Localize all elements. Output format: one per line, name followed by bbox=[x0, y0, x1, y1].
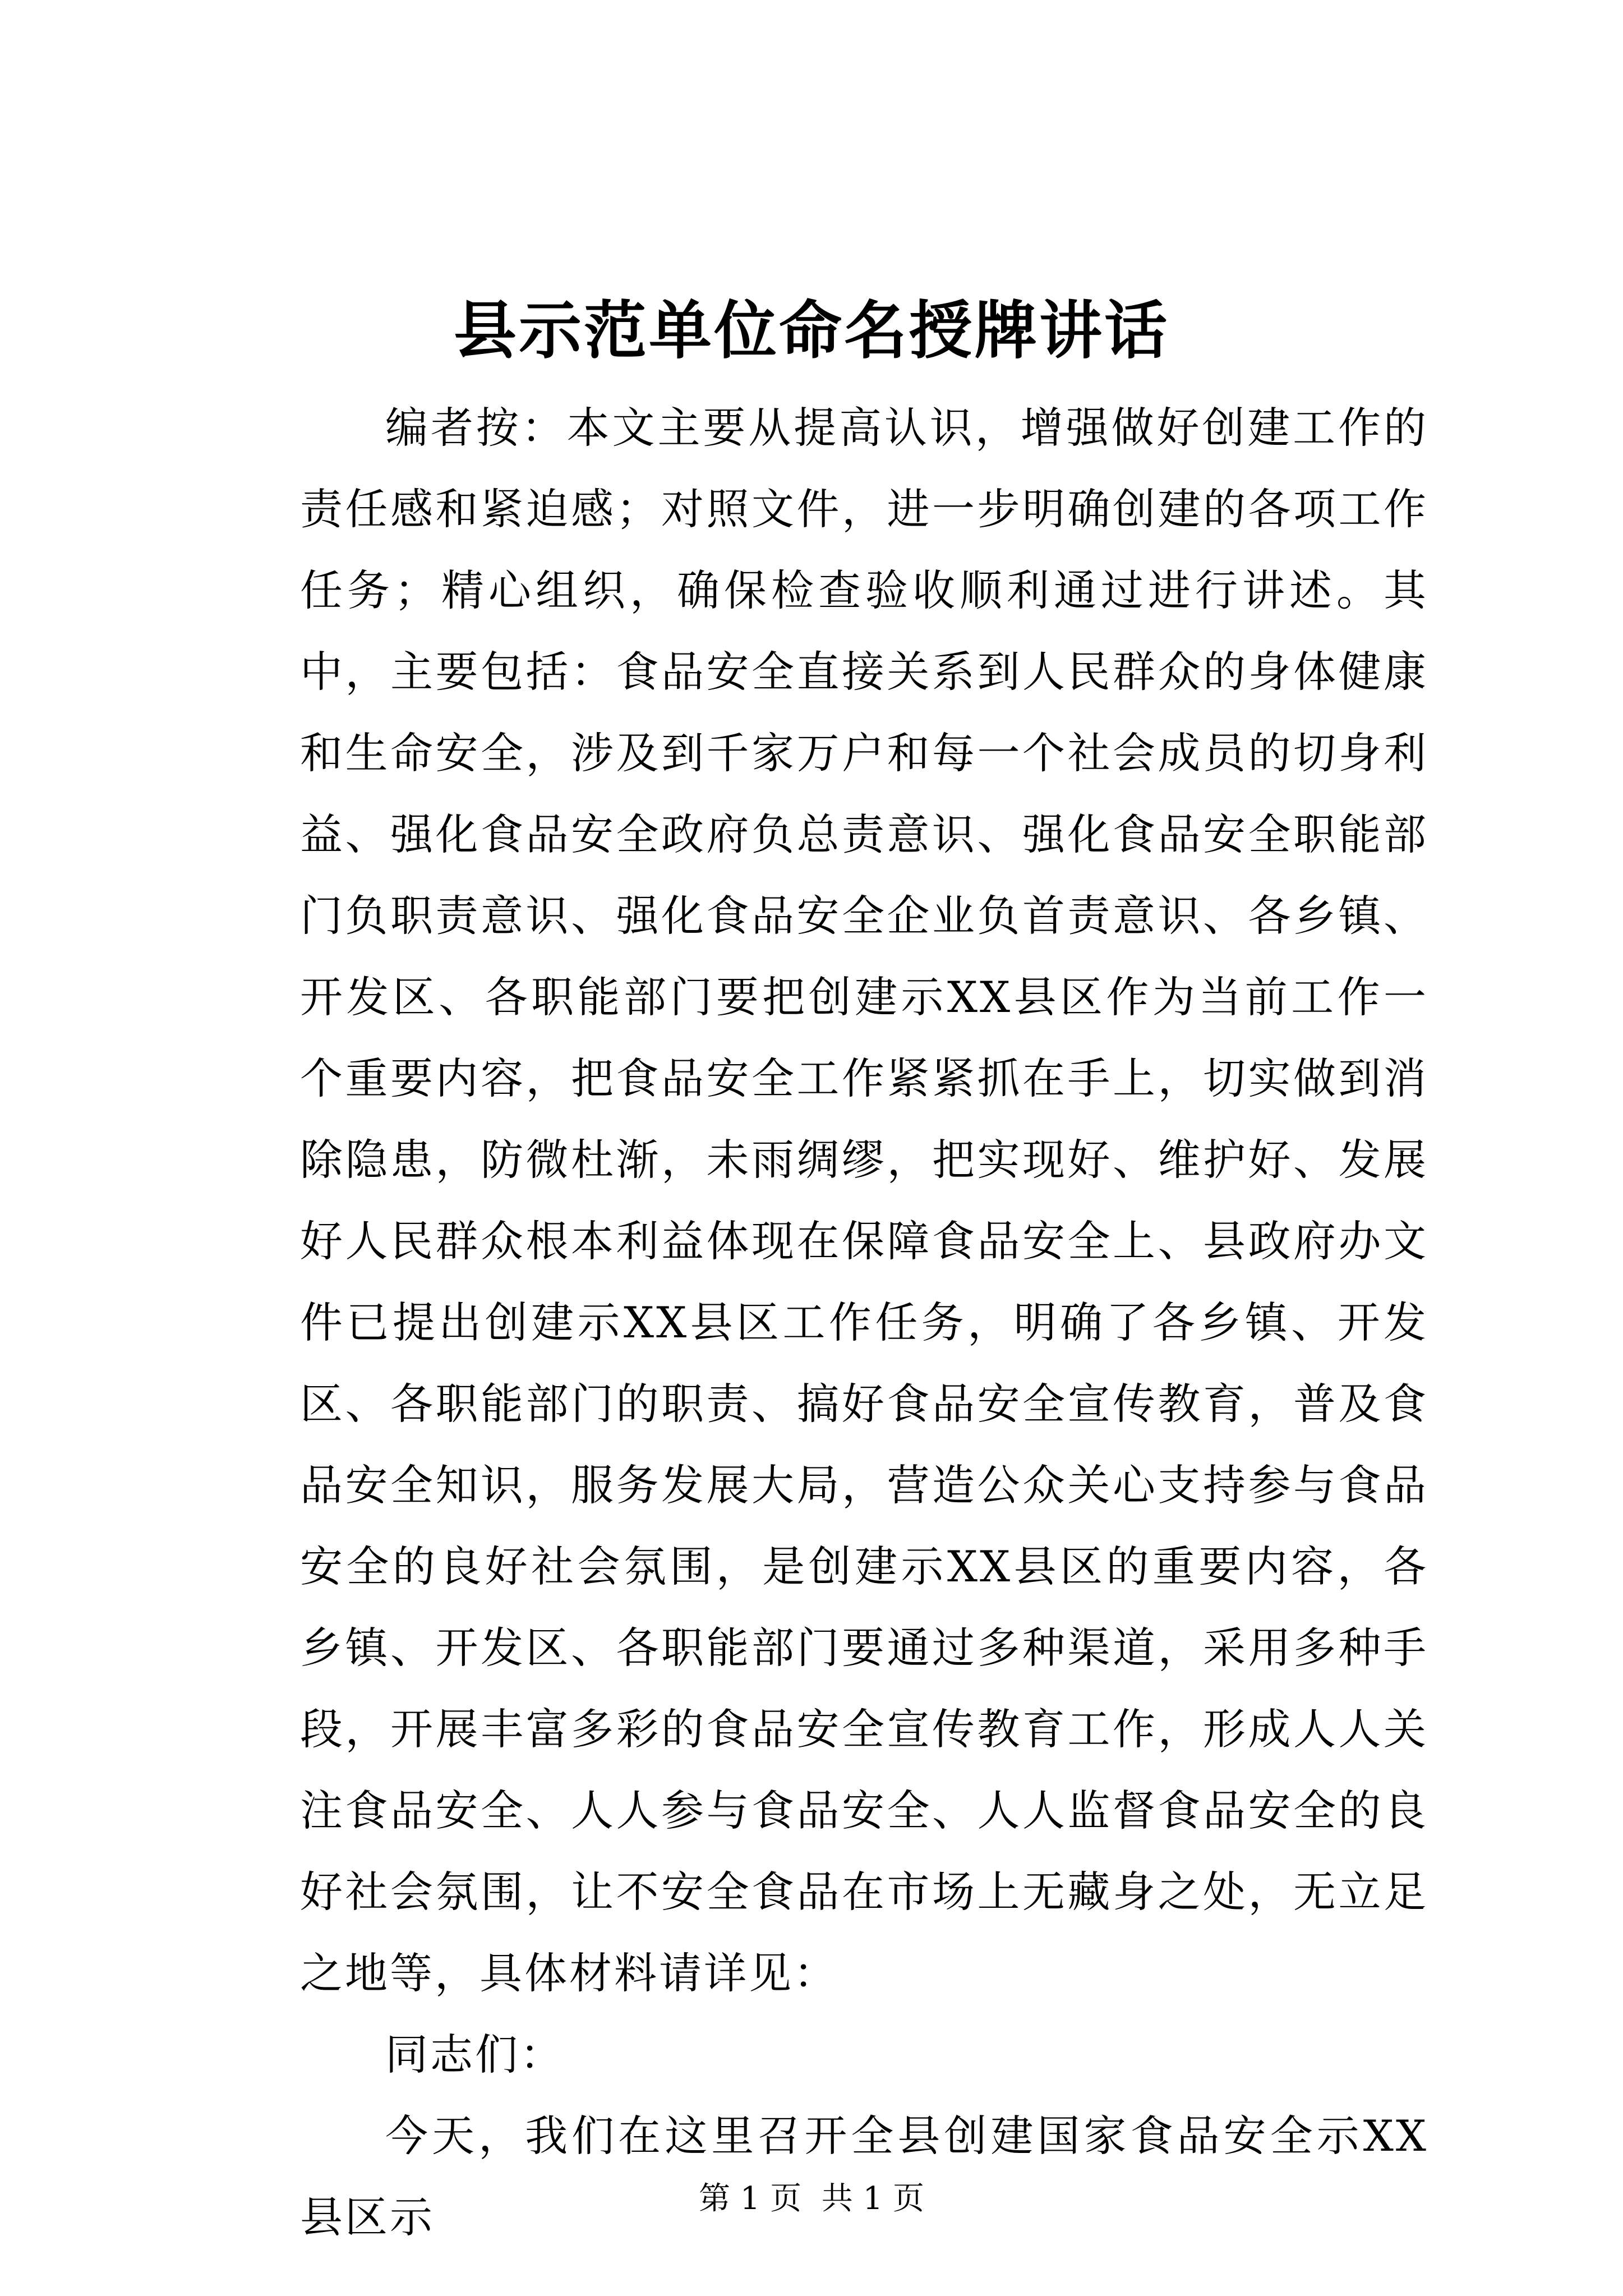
document-body bbox=[300, 387, 1428, 2258]
editor-note-paragraph: 编者按：本文主要从提高认识，增强做好创建工作的责任感和紧迫感；对照文件，进一步明确创建的各项工作任务；精心组织，确保检查验收顺利通过进行讲述。其中，主要包括：食品安全直接关系到人民群众的身体健康和生命安全，涉及到千家万户和每一个社会成员的切身利益、强化食品安全政府负总责意识、强化食品安全职能部门负职责意识、强化食品安全企业负首责意识、各乡镇、开发区、各职能部门要把创建示XX县区作为当前工作一个重要内容，把食品安全工作紧紧抓在手上，切实做到消除隐患，防微杜渐，未雨绸缪，把实现好、维护好、发展好人民群众根本利益体现在保障食品安全上、县政府办文件已提出创建示XX县区工作任务，明确了各乡镇、开发区、各职能部门的职责、搞好食品安全宣传教育，普及食品安全知识，服务发展大局，营造公众关心支持参与食品安全的良好社会氛围，是创建示XX县区的重要内容，各乡镇、开发区、各职能部门要通过多种渠道，采用多种手段，开展丰富多彩的食品安全宣传教育工作，形成人人关注食品安全、人人参与食品安全、人人监督食品安全的良好社会氛围，让不安全食品在市场上无藏身之处，无立足之地等，具体材料请详见： bbox=[300, 403, 1428, 1998]
page-number-label: 第 1 页 共 1 页 bbox=[698, 2180, 925, 2217]
salutation-paragraph: 同志们： bbox=[385, 2030, 565, 2079]
document-title: 县示范单位命名授牌讲话 bbox=[454, 294, 1169, 367]
page-footer bbox=[0, 2177, 1623, 2221]
speech-opening-paragraph: 今天，我们在这里召开全县创建国家食品安全示XX县区示 bbox=[300, 2111, 1428, 2242]
